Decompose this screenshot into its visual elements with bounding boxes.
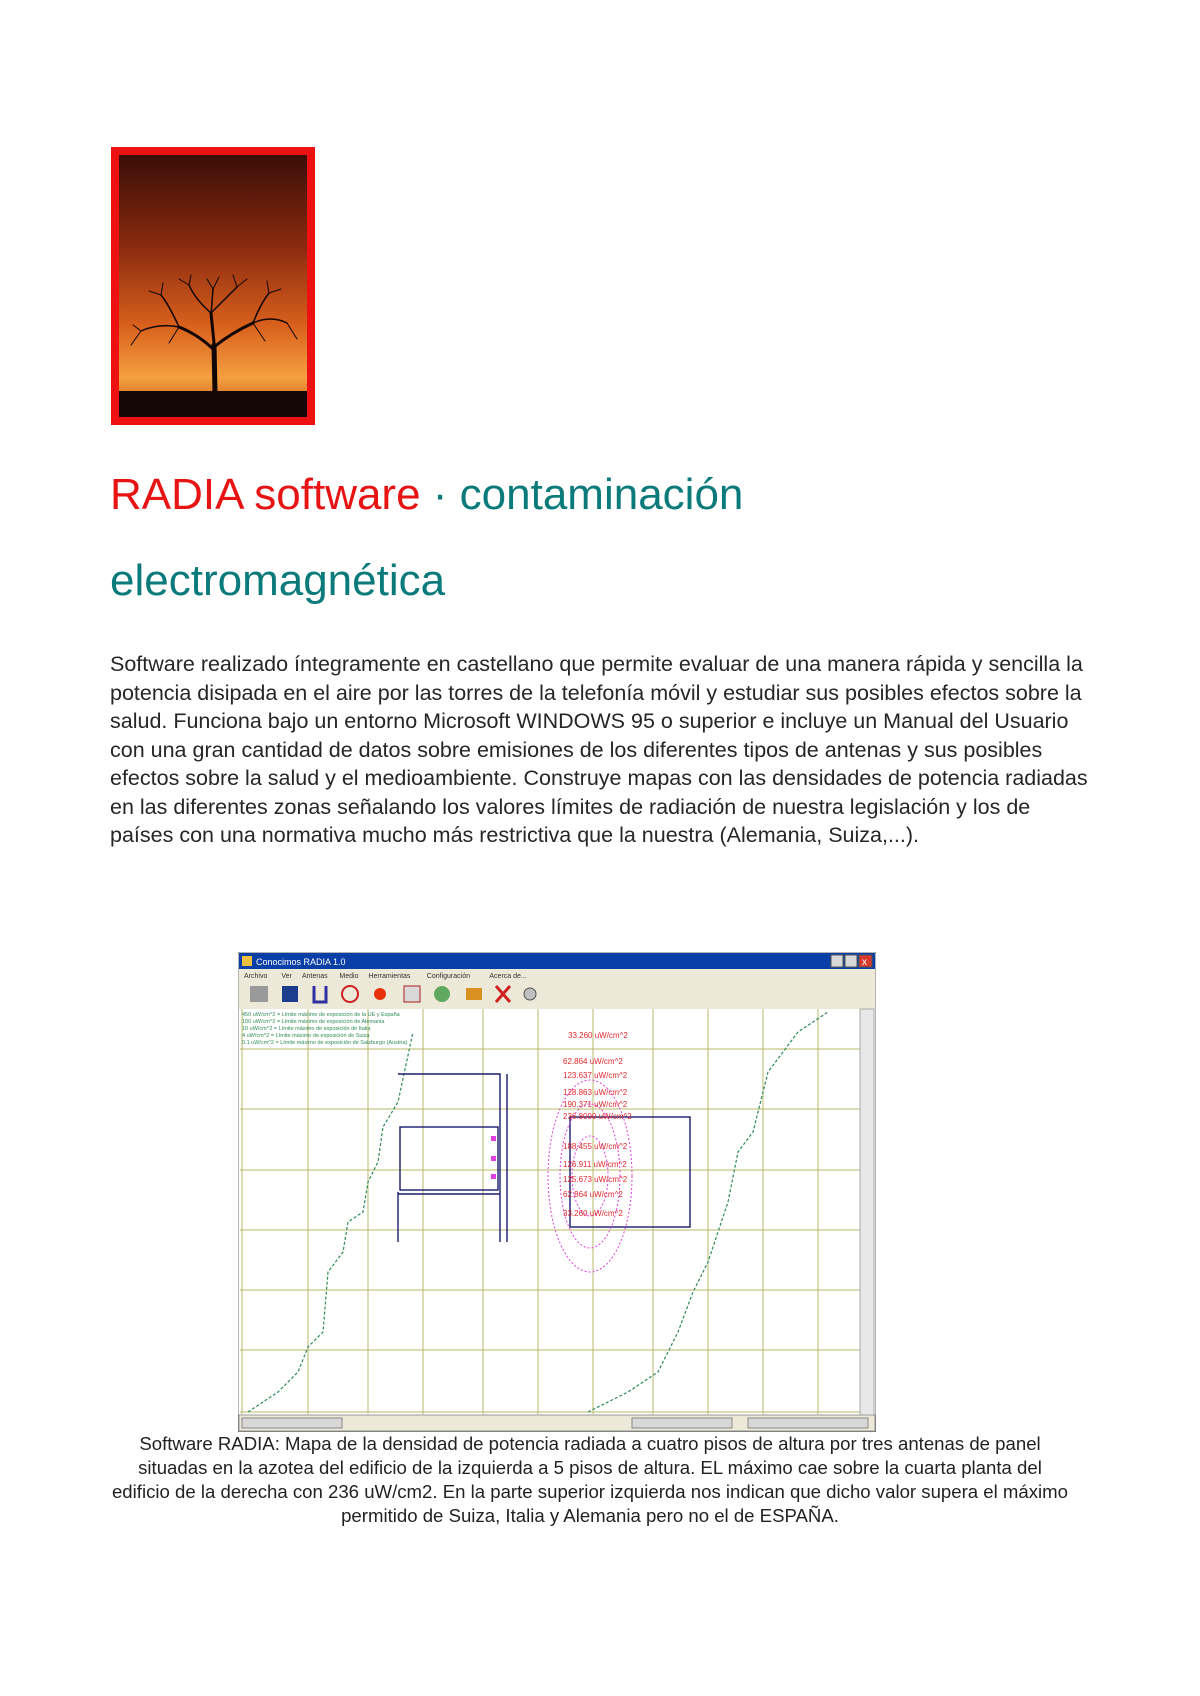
title-separator: · <box>420 470 460 519</box>
toolbar <box>239 981 875 1009</box>
svg-text:x: x <box>862 957 867 968</box>
density-label: 126.911 uW/cm^2 <box>563 1160 627 1169</box>
medium-icon <box>434 986 450 1002</box>
density-label: 62.864 uW/cm^2 <box>563 1190 623 1199</box>
density-label: 33.260 uW/cm^2 <box>563 1209 623 1218</box>
density-label: 190.371 uW/cm^2 <box>563 1100 628 1109</box>
density-label: 123.637 uW/cm^2 <box>563 1071 628 1080</box>
page-title <box>110 452 1110 624</box>
window-title: Conocimos RADIA 1.0 <box>256 957 346 967</box>
density-label: 128.863 uW/cm^2 <box>563 1088 628 1097</box>
menu-item[interactable]: Ver <box>281 973 292 980</box>
title-radia: RADIA software <box>110 470 421 519</box>
figure-caption: Software RADIA: Mapa de la densidad de potencia radiada a cuatro pisos de altura por tres antenas de panel situadas en la azotea del edificio de la izquierda a 5 pisos de altura. EL máximo cae sobre la cuarta planta del edificio de la derecha con 236 uW/cm2. En la parte superior izquierda nos indican que dicho valor supera el máximo permitido de Suiza, Italia y Alemania pero no el de ESPAÑA. <box>111 1433 1069 1526</box>
menu-item[interactable]: Acerca de... <box>489 973 527 980</box>
maximize-icon <box>845 955 857 967</box>
density-label: 125.673 uW/cm^2 <box>563 1175 628 1184</box>
radia-software-screenshot <box>238 952 876 1432</box>
legend-entry: 4 uW/cm^2 = Límite máximo de exposición de Suiza <box>242 1033 370 1039</box>
density-label: 33.260 uW/cm^2 <box>568 1031 628 1040</box>
menu-item[interactable]: Archivo <box>244 973 268 980</box>
window-controls <box>831 955 872 968</box>
description-paragraph: Software realizado íntegramente en castellano que permite evaluar de una manera rápida y sencilla la potencia disipada en el aire por las torres de la telefonía móvil y estudiar sus posibles efectos sobre la salud. Funciona bajo un entorno Microsoft WINDOWS 95 o superior e incluye un Manual del Usuario con una gran cantidad de datos sobre emisiones de los diferentes tipos de antenas y sus posibles efectos sobre la salud y el medioambiente. Construye mapas con las densidades de potencia radiadas en las diferentes zonas señalando los valores límites de radiación de nuestra legislación y los de países con una normativa mucho más restrictiva que la nuestra (Alemania, Suiza,...). <box>110 652 1088 847</box>
density-label: 62.864 uW/cm^2 <box>563 1057 623 1066</box>
legend-entry: 100 uW/cm^2 = Límite máximo de exposición de Alemania <box>242 1019 385 1025</box>
title-contaminacion: contaminación <box>459 470 744 519</box>
menu-item[interactable]: Configuración <box>426 973 471 980</box>
map-area <box>240 1009 860 1415</box>
legend-entry: 450 uW/cm^2 = Límite máximo de exposición de la UE y España <box>242 1012 400 1018</box>
tool-icon <box>466 988 482 1000</box>
menu-item[interactable]: Antenas <box>302 973 328 980</box>
menu-item[interactable]: Medio <box>339 973 359 980</box>
tree-sunset-photo <box>111 147 315 425</box>
density-label: 236.8000 uW/cm^2 <box>563 1112 632 1121</box>
print-icon <box>250 986 268 1002</box>
menu-item[interactable]: Herramientas <box>368 973 411 980</box>
building-icon <box>404 986 420 1002</box>
legend-entry: 10 uW/cm^2 = Límite máximo de exposición de Italia <box>242 1026 371 1032</box>
title-electromagnetica: electromagnética <box>110 556 446 605</box>
antenna-icon <box>374 988 386 1000</box>
config-icon <box>524 988 536 1000</box>
minimize-icon <box>831 955 843 967</box>
app-icon <box>242 956 252 966</box>
save-icon <box>282 986 298 1002</box>
density-label: 188.455 uW/cm^2 <box>563 1142 628 1151</box>
menu-bar <box>239 969 875 981</box>
vertical-scrollbar <box>860 1009 874 1415</box>
legend-entry: 0.1 uW/cm^2 = Límite máximo de exposición de Salzburgo (Austria) <box>242 1040 408 1046</box>
